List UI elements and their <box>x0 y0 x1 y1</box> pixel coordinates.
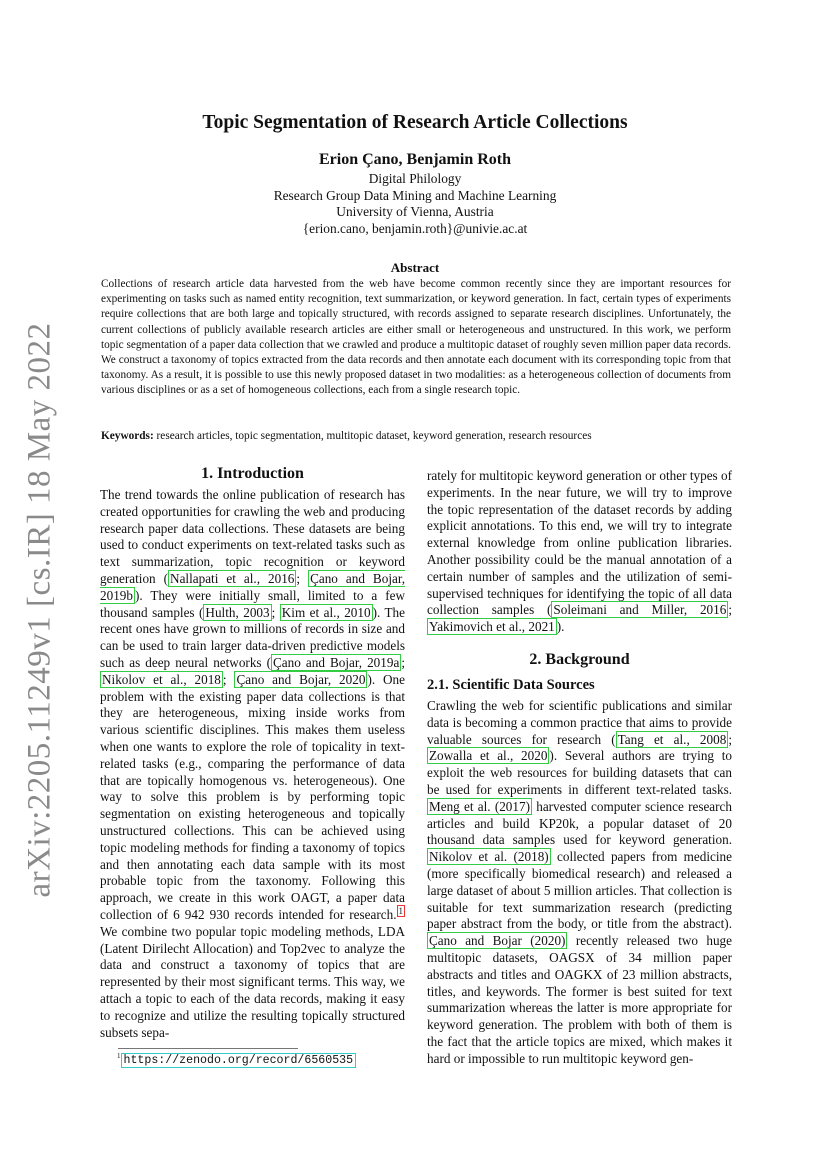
abstract-heading: Abstract <box>390 260 440 275</box>
footnote-reference-link[interactable]: 1 <box>398 905 403 916</box>
citation-link[interactable]: Nallapati et al., 2016 <box>170 570 295 586</box>
arxiv-id: arXiv:2205.11249v1 [cs.IR] 18 May 2022 <box>21 322 58 898</box>
citation-link[interactable]: Kim et al., 2010 <box>281 604 371 620</box>
background-paragraph: Crawling the web for scientific publications and similar data is becoming a common practice that aims to provide valuable sources for research ( Tang et al., 2008 ; Zowalla et al., 2020 ). Several authors are trying to exploit the web resources for building datasets that can be used for experiments in different text-related tasks. Meng et al. (2017) harvested computer science research articles and build KP20k, a popular dataset of 20 thousand data samples used for keyword generation. Nikolov et al. (2018) collected papers from medicine (more specifically biomedical research) and released a large dataset of about 5 million articles. That collection is suitable for text summarization research (predicting paper abstract from the body, or title from the abstract). Çano and Bojar (2020) recently released two huge multitopic datasets, OAGSX of 34 million paper abstracts and titles and OAGKX of 23 million abstracts, titles, and keywords. The former is best suited for text summarization whereas the latter is more appropriate for keyword generation. The problem with both of them is the fact that the article topics are mixed, which makes it hard or impossible to run multitopic keyword gen- <box>427 698 733 1066</box>
citation-link[interactable]: Hulth, 2003 <box>205 604 270 620</box>
citation-link[interactable]: Çano and Bojar (2020) <box>429 933 566 949</box>
affiliation-line: Digital Philology <box>368 171 462 186</box>
right-column-top <box>427 468 732 636</box>
paper-title: Topic Segmentation of Research Article Collections <box>202 112 628 133</box>
footnote-divider <box>118 1048 298 1049</box>
affiliation-line: Research Group Data Mining and Machine Learning <box>273 187 557 203</box>
arxiv-identifier-stamp <box>15 322 65 898</box>
section-heading-introduction: 1. Introduction <box>201 465 304 482</box>
citation-link[interactable]: Zowalla et al., 2020 <box>429 748 548 764</box>
footnote <box>117 1052 356 1067</box>
citation-link[interactable]: Soleimani and Miller, 2016 <box>553 602 727 618</box>
subsection-heading-scientific-data-sources: 2.1. Scientific Data Sources <box>427 677 595 693</box>
abstract-text: Collections of research article data harvested from the web have become common recently since they are important resources for experimenting on tasks such as named entity recognition, text summarization, or keyword generation. In fact, certain types of experiments require collections that are both large and topically structured, with records assigned to separate research disciplines. Unfortunately, the current collections of publicly available research articles are either small or heterogeneous and unstructured. In this work, we perform topic segmentation of a paper data collection that we crawled and produce a multitopic dataset of roughly seven million paper data records. We construct a taxonomy of topics extracted from the data records and then annotate each document with its corresponding topic from that taxonomy. As a result, it is possible to use this newly proposed dataset in two modalities: as a heterogeneous collection of documents from various disciplines or as a set of homogeneous collections, each from a single research topic. <box>101 278 731 397</box>
section-heading-background: 2. Background <box>529 651 630 668</box>
citation-link[interactable]: Nikolov et al., 2018 <box>102 671 221 687</box>
footnote-url-link[interactable]: https://zenodo.org/record/6560535 <box>121 1053 357 1068</box>
citation-link[interactable]: Yakimovich et al., 2021 <box>429 619 555 635</box>
intro-paragraph: The trend towards the online publication of research has created opportunities for crawling the web and producing research paper data collections. These datasets are being used to conduct experiments on text-related tasks such as text summarization, topic recognition or keyword generation ( Nallapati et al., 2016 ; Çano and Bojar, 2019b ). They were initially small, limited to a few thousand samples ( Hulth, 2003 ; Kim et al., 2010 ). The recent ones have grown to millions of records in size and can be used to train larger data-driven predictive models such as deep neural networks ( Çano and Bojar, 2019a ; Nikolov et al., 2018 ; Çano and Bojar, 2020 ). One problem with the existing paper data collections is that they are heterogeneous, mixing inside works from various scientific disciplines. This makes them useless when one wants to explore the role of topicality in text-related tasks (e.g., comparing the performance of data that are topically homogenous vs. heterogeneous). One way to solve this problem is by performing topic segmentation on existing heterogeneous and topically unstructured collections. This can be achieved using topic modeling methods for finding a taxonomy of topics and then annotating each data sample with its most probable topic from the taxonomy. Following this approach, we create in this work OAGT, a paper data collection of 6 942 930 records intended for research. $^1$ We combine two popular topic modeling methods, LDA (Latent Dirilecht Allocation) and Top2vec to analyze the data and construct a taxonomy of topics that are represented by their most significant terms. This way, we attach a topic to each of the data records, making it easy to recognize and utilize the resulting topically structured subsets sepa- <box>100 487 406 1040</box>
citation-link[interactable]: Çano and Bojar, 2019b <box>100 570 406 603</box>
citation-link[interactable]: Nikolov et al. (2018) <box>429 849 549 865</box>
intro-paragraph-continued: rately for multitopic keyword generation or other types of experiments. In the near future, we will try to improve the topic representation of the dataset records by adding explicit annotations. To this end, we will try to integrate external knowledge from online publication libraries. Another possibility could be the manual annotation of a certain number of samples and the utilization of semi-supervised techniques for identifying the topic of all data collection samples ( Soleimani and Miller, 2016 ; Yakimovich et al., 2021 ). <box>427 468 732 635</box>
keywords-label: Keywords: <box>101 430 154 442</box>
right-column-bottom <box>427 698 732 1068</box>
left-column <box>100 487 405 1041</box>
affiliation-line: University of Vienna, Austria <box>336 204 494 220</box>
citation-link[interactable]: Çano and Bojar, 2020 <box>236 671 366 687</box>
paper-authors: Erion Çano, Benjamin Roth <box>318 151 512 168</box>
footnote-mark: 1 <box>117 1052 121 1060</box>
affiliation-block <box>100 171 730 237</box>
keywords-line <box>101 430 731 442</box>
citation-link[interactable]: Çano and Bojar, 2019a <box>272 654 400 670</box>
citation-link[interactable]: Meng et al. (2017) <box>429 798 530 814</box>
citation-link[interactable]: Tang et al., 2008 <box>617 731 727 747</box>
author-emails: {erion.cano, benjamin.roth}@univie.ac.at <box>302 220 528 236</box>
keywords-text: research articles, topic segmentation, multitopic dataset, keyword generation, research resources <box>156 430 592 442</box>
